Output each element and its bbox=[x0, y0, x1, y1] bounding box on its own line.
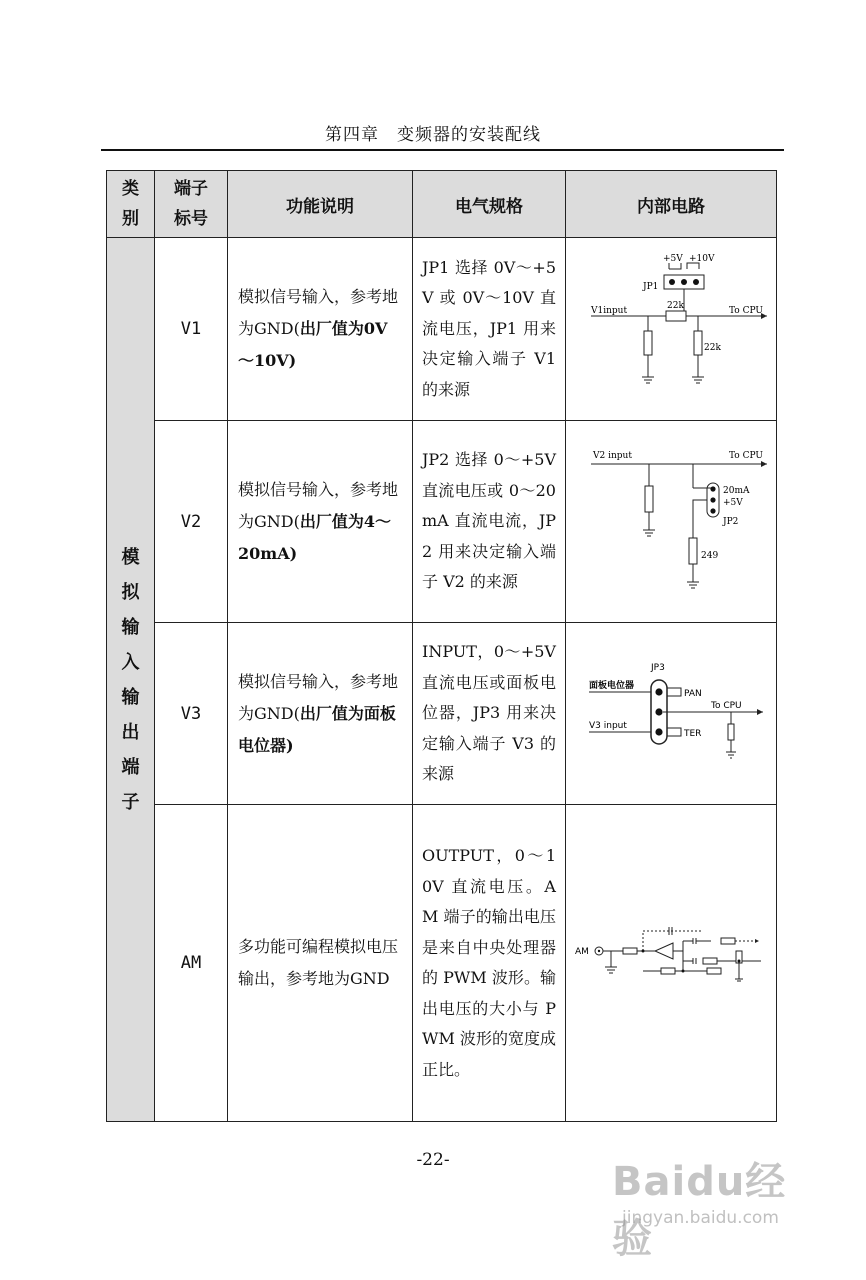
v2-input-label: V2 input bbox=[593, 450, 632, 461]
category-label: 模拟输入输出端子 bbox=[121, 546, 140, 813]
v2-circuit-diagram bbox=[571, 442, 771, 602]
v1-circuit-diagram bbox=[571, 249, 771, 409]
v2-opt2-label: +5V bbox=[723, 497, 743, 508]
page-number: -22- bbox=[416, 1150, 450, 1170]
category-cell bbox=[107, 238, 155, 1122]
circuit-cell bbox=[566, 421, 777, 623]
v3-circuit-diagram bbox=[571, 654, 771, 774]
header-terminal: 端子标号 bbox=[155, 171, 228, 238]
electrical-cell: JP1 选择 0V～+5V 或 0V～10V 直流电压，JP1 用来决定输入端子 V1 的来源 bbox=[413, 238, 566, 421]
terminal-cell: V3 bbox=[155, 623, 228, 805]
header-electrical: 电气规格 bbox=[413, 171, 566, 238]
v3-jumper-label: JP3 bbox=[651, 662, 665, 673]
electrical-cell: JP2 选择 0～+5V 直流电压或 0～20mA 直流电流，JP2 用来决定输入端子 V2 的来源 bbox=[413, 421, 566, 623]
am-circuit-diagram bbox=[571, 923, 771, 1003]
v3-output-label: To CPU bbox=[711, 700, 742, 711]
v1-resistor1-label: 22k bbox=[667, 301, 684, 311]
electrical-cell: INPUT，0～+5V 直流电压或面板电位器，JP3 用来决定输入端子 V3 的来源 bbox=[413, 623, 566, 805]
v2-opt1-label: 20mA bbox=[723, 485, 750, 496]
v1-opt2-label: +10V bbox=[689, 254, 715, 264]
function-cell: 多功能可编程模拟电压输出，参考地为GND bbox=[228, 805, 413, 1122]
header-circuit: 内部电路 bbox=[566, 171, 777, 238]
terminal-cell: V1 bbox=[155, 238, 228, 421]
v1-opt1-label: +5V bbox=[663, 254, 683, 264]
table-row bbox=[107, 805, 777, 1122]
v1-output-label: To CPU bbox=[729, 306, 763, 316]
v1-resistor2-label: 22k bbox=[704, 343, 721, 353]
header-rule bbox=[101, 149, 784, 151]
v1-input-label: V1input bbox=[591, 306, 628, 316]
chapter-title: 第四章 变频器的安装配线 bbox=[325, 125, 541, 145]
table-row bbox=[107, 238, 777, 421]
v3-pan-label: PAN bbox=[684, 688, 702, 699]
function-cell: 模拟信号输入，参考地为GND(出厂值为4～20mA) bbox=[228, 421, 413, 623]
v2-output-label: To CPU bbox=[729, 450, 763, 461]
terminal-cell: V2 bbox=[155, 421, 228, 623]
electrical-cell: OUTPUT，0～10V 直流电压。AM 端子的输出电压是来自中央处理器的 PWM 波形。输出电压的大小与 PWM 波形的宽度成正比。 bbox=[413, 805, 566, 1122]
circuit-cell bbox=[566, 805, 777, 1122]
v2-jumper-label: JP2 bbox=[723, 516, 739, 527]
am-terminal-label: AM bbox=[575, 947, 589, 957]
function-cell: 模拟信号输入，参考地为GND(出厂值为面板电位器) bbox=[228, 623, 413, 805]
table-row bbox=[107, 623, 777, 805]
terminal-spec-table bbox=[106, 170, 777, 1122]
circuit-cell bbox=[566, 238, 777, 421]
terminal-cell: AM bbox=[155, 805, 228, 1122]
header-function: 功能说明 bbox=[228, 171, 413, 238]
watermark-brand: Baidu经验 bbox=[612, 1159, 787, 1262]
table-header-row bbox=[107, 171, 777, 238]
v1-jumper-label: JP1 bbox=[643, 282, 659, 292]
v3-input-label: V3 input bbox=[589, 720, 627, 731]
circuit-cell bbox=[566, 623, 777, 805]
v3-ter-label: TER bbox=[684, 728, 702, 739]
watermark bbox=[612, 1150, 812, 1262]
v3-panel-label: 面板电位器 bbox=[589, 680, 635, 691]
table-row bbox=[107, 421, 777, 623]
watermark-url: jingyan.baidu.com bbox=[622, 1208, 779, 1228]
v2-resistor-label: 249 bbox=[701, 550, 719, 561]
function-cell: 模拟信号输入，参考地为GND(出厂值为0V～10V) bbox=[228, 238, 413, 421]
header-category: 类别 bbox=[107, 171, 155, 238]
